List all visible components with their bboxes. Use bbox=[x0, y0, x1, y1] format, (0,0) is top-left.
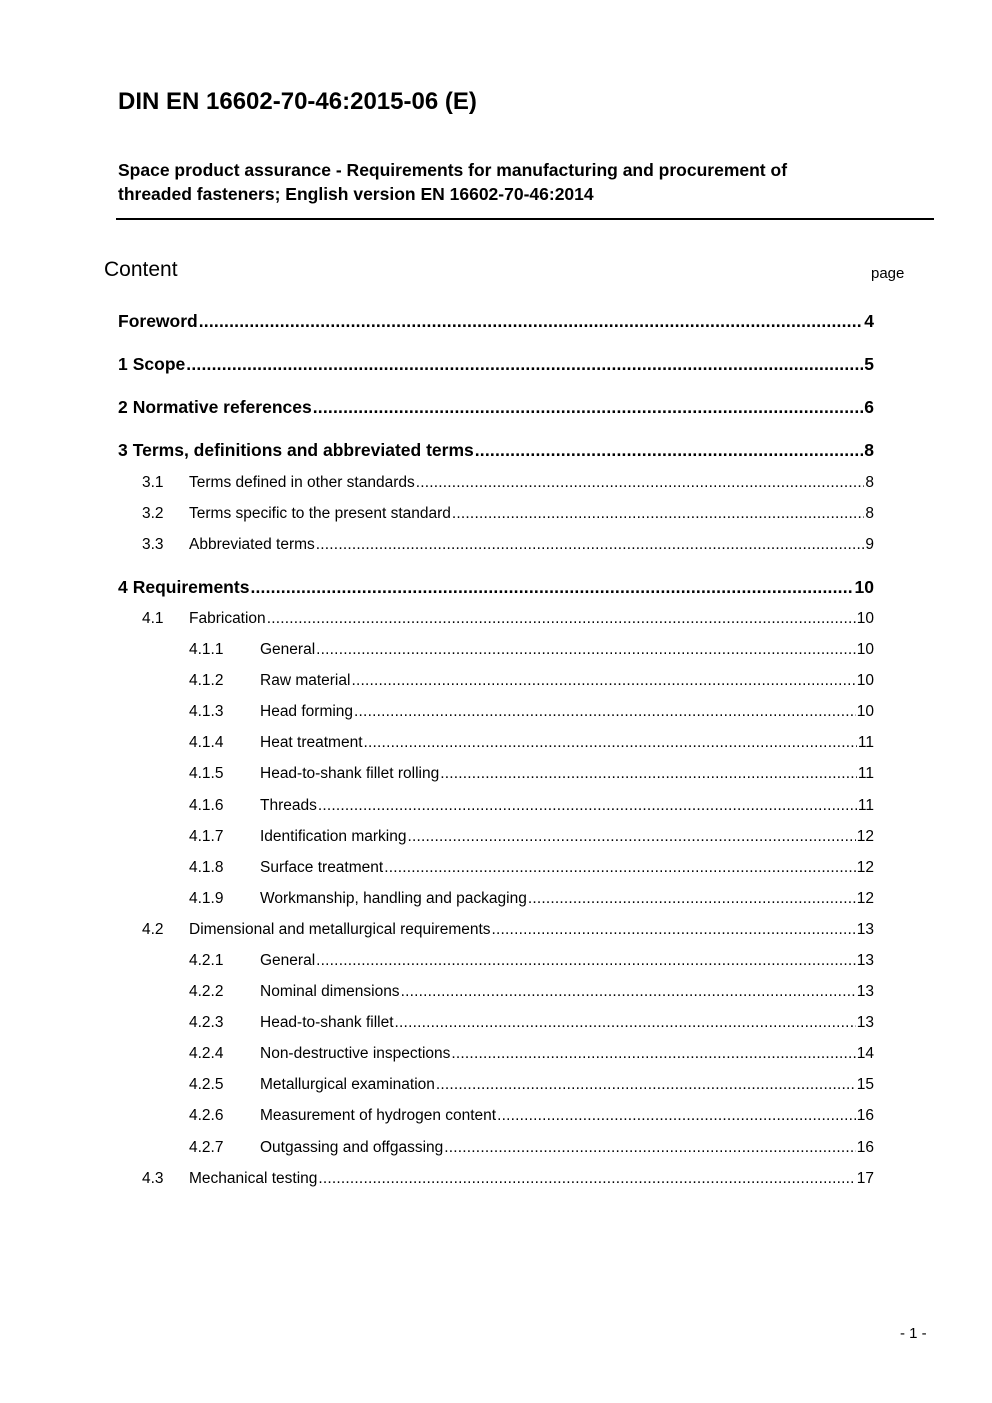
toc-entry-label: Mechanical testing bbox=[189, 1170, 318, 1187]
toc-entry-number: 4.3 bbox=[142, 1170, 164, 1187]
toc-leader-dots bbox=[313, 397, 864, 418]
toc-entry-number: 3 bbox=[118, 440, 128, 460]
toc-entry-label: Foreword bbox=[118, 311, 198, 331]
toc-entry-label: Head-to-shank fillet bbox=[260, 1014, 394, 1031]
toc-entry-page: 10 bbox=[856, 641, 874, 658]
toc-entry-label: Normative references bbox=[132, 397, 312, 417]
toc-entry-4-2-2[interactable] bbox=[189, 983, 874, 1001]
toc-entry-page: 12 bbox=[856, 859, 874, 876]
toc-leader-dots bbox=[436, 1076, 856, 1094]
toc-entry-4-1-1[interactable] bbox=[189, 641, 874, 659]
toc-entry-4-1-4[interactable] bbox=[189, 734, 874, 752]
toc-entry-label: Workmanship, handling and packaging bbox=[260, 890, 527, 907]
toc-entry-3-1[interactable] bbox=[142, 474, 874, 492]
toc-entry-page: 10 bbox=[856, 672, 874, 689]
toc-entry-page: 13 bbox=[856, 952, 874, 969]
toc-entry-number: 4.1 bbox=[142, 610, 164, 627]
toc-entry-number: 3.3 bbox=[142, 536, 164, 553]
toc-entry-4-1-7[interactable] bbox=[189, 828, 874, 846]
toc-entry-4-3[interactable] bbox=[142, 1170, 874, 1188]
toc-entry-label: Nominal dimensions bbox=[260, 983, 400, 1000]
toc-entry-label: Dimensional and metallurgical requirements bbox=[189, 921, 491, 938]
toc-leader-dots bbox=[497, 1107, 856, 1125]
toc-entry-page: 10 bbox=[856, 703, 874, 720]
toc-entry-page: 11 bbox=[857, 765, 874, 782]
toc-entry-label: Surface treatment bbox=[260, 859, 384, 876]
document-subtitle: Space product assurance - Requirements for manufacturing and procurement of threaded fasteners; English version EN 16602-70-46:2014 bbox=[118, 160, 788, 204]
toc-entry-4-2-4[interactable] bbox=[189, 1045, 874, 1063]
toc-entry-number: 4.1.9 bbox=[189, 890, 224, 907]
toc-leader-dots bbox=[440, 765, 857, 783]
toc-entry-label: Raw material bbox=[260, 672, 351, 689]
toc-leader-dots bbox=[475, 440, 864, 461]
toc-entry-number: 4.2.3 bbox=[189, 1014, 224, 1031]
toc-entry-label: Head-to-shank fillet rolling bbox=[260, 765, 440, 782]
toc-entry-page: 14 bbox=[856, 1045, 874, 1062]
toc-leader-dots bbox=[316, 641, 856, 659]
toc-leader-dots bbox=[416, 474, 865, 492]
toc-entry-page: 16 bbox=[856, 1139, 874, 1156]
toc-entry-label: Threads bbox=[260, 797, 317, 814]
toc-leader-dots bbox=[364, 734, 857, 752]
toc-entry-number: 4.2.4 bbox=[189, 1045, 224, 1062]
toc-entry-page: 13 bbox=[856, 921, 874, 938]
toc-entry-number: 4.2.2 bbox=[189, 983, 224, 1000]
toc-leader-dots bbox=[316, 536, 865, 554]
toc-entry-number: 4.1.5 bbox=[189, 765, 224, 782]
toc-entry-3-3[interactable] bbox=[142, 536, 874, 554]
toc-entry-page: 13 bbox=[856, 1014, 874, 1031]
toc-entry-label: Abbreviated terms bbox=[189, 536, 315, 553]
toc-leader-dots bbox=[395, 1014, 856, 1032]
toc-entry-4-2[interactable] bbox=[142, 921, 874, 939]
toc-leader-dots bbox=[407, 828, 855, 846]
toc-page-column-label: page bbox=[871, 265, 905, 282]
toc-entry-number: 3.1 bbox=[142, 474, 164, 491]
toc-entry-number: 4.1.2 bbox=[189, 672, 224, 689]
page-number: - 1 - bbox=[900, 1325, 927, 1342]
toc-entry-4-2-6[interactable] bbox=[189, 1107, 874, 1125]
toc-entry-number: 4.2.6 bbox=[189, 1107, 224, 1124]
toc-entry-page: 9 bbox=[865, 536, 874, 553]
toc-entry-page: 11 bbox=[857, 797, 874, 814]
toc-entry-label: Terms, definitions and abbreviated terms bbox=[132, 440, 474, 460]
toc-entry-label: Head forming bbox=[260, 703, 354, 720]
toc-entry-4-1-5[interactable] bbox=[189, 765, 874, 783]
toc-entry-number: 4.1.6 bbox=[189, 797, 224, 814]
toc-entry-label: Identification marking bbox=[260, 828, 407, 845]
toc-entry-number: 4.2.5 bbox=[189, 1076, 224, 1093]
toc-leader-dots bbox=[528, 890, 856, 908]
toc-entry-page: 12 bbox=[856, 828, 874, 845]
toc-entry-page: 8 bbox=[864, 440, 874, 460]
toc-entry-4-1-3[interactable] bbox=[189, 703, 874, 721]
toc-entry-4-2-7[interactable] bbox=[189, 1139, 874, 1157]
toc-entry-label: Heat treatment bbox=[260, 734, 363, 751]
toc-leader-dots bbox=[452, 505, 864, 523]
toc-leader-dots bbox=[384, 859, 856, 877]
toc-entry-page: 16 bbox=[856, 1107, 874, 1124]
toc-entry-number: 4.1.8 bbox=[189, 859, 224, 876]
toc-entry-3-2[interactable] bbox=[142, 505, 874, 523]
toc-entry-4-2-3[interactable] bbox=[189, 1014, 874, 1032]
toc-entry-number: 3.2 bbox=[142, 505, 164, 522]
toc-leader-dots bbox=[354, 703, 856, 721]
toc-entry-number: 2 bbox=[118, 397, 128, 417]
toc-entry-page: 11 bbox=[857, 734, 874, 751]
toc-entry-4-1-2[interactable] bbox=[189, 672, 874, 690]
toc-entry-page: 6 bbox=[864, 397, 874, 417]
toc-leader-dots bbox=[267, 610, 856, 628]
toc-entry-label: Metallurgical examination bbox=[260, 1076, 435, 1093]
toc-entry-page: 4 bbox=[864, 311, 874, 331]
toc-leader-dots bbox=[401, 983, 856, 1001]
toc-entry-number: 4 bbox=[118, 577, 128, 597]
toc-leader-dots bbox=[451, 1045, 855, 1063]
toc-entry-1[interactable] bbox=[118, 354, 874, 375]
toc-leader-dots bbox=[199, 311, 864, 332]
toc-leader-dots bbox=[492, 921, 856, 939]
toc-entry-label: Terms defined in other standards bbox=[189, 474, 415, 491]
toc-entry-label: Fabrication bbox=[189, 610, 266, 627]
toc-entry-page: 8 bbox=[865, 505, 874, 522]
toc-entry-label: Non-destructive inspections bbox=[260, 1045, 451, 1062]
toc-entry-page: 13 bbox=[856, 983, 874, 1000]
toc-entry-page: 8 bbox=[865, 474, 874, 491]
toc-entry-number: 4.2.1 bbox=[189, 952, 224, 969]
toc-entry-label: General bbox=[260, 641, 316, 658]
toc-entry-4-2-5[interactable] bbox=[189, 1076, 874, 1094]
toc-entry-number: 4.1.7 bbox=[189, 828, 224, 845]
toc-entry-page: 10 bbox=[856, 610, 874, 627]
toc-leader-dots bbox=[351, 672, 855, 690]
toc-entry-label: Outgassing and offgassing bbox=[260, 1139, 444, 1156]
toc-entry-4-1[interactable] bbox=[142, 610, 874, 628]
toc-entry-number: 4.1.4 bbox=[189, 734, 224, 751]
document-title: DIN EN 16602-70-46:2015-06 (E) bbox=[118, 88, 477, 115]
toc-entry-2[interactable] bbox=[118, 397, 874, 418]
toc-entry-label: Scope bbox=[132, 354, 186, 374]
toc-entry-4-1-9[interactable] bbox=[189, 890, 874, 908]
toc-entry-label: Requirements bbox=[132, 577, 250, 597]
toc-entry-page: 12 bbox=[856, 890, 874, 907]
toc-leader-dots bbox=[318, 797, 857, 815]
toc-entry-number: 4.2 bbox=[142, 921, 164, 938]
toc-entry-label: Terms specific to the present standard bbox=[189, 505, 451, 522]
toc-entry-number: 1 bbox=[118, 354, 128, 374]
toc-entry-page: 15 bbox=[856, 1076, 874, 1093]
toc-leader-dots bbox=[316, 952, 856, 970]
toc-entry-4[interactable] bbox=[118, 577, 874, 598]
toc-leader-dots bbox=[250, 577, 853, 598]
toc-entry-number: 4.2.7 bbox=[189, 1139, 224, 1156]
toc-entry-page: 17 bbox=[856, 1170, 874, 1187]
toc-entry-foreword[interactable] bbox=[118, 311, 874, 332]
toc-entry-number: 4.1.3 bbox=[189, 703, 224, 720]
toc-entry-label: General bbox=[260, 952, 316, 969]
toc-entry-4-2-1[interactable] bbox=[189, 952, 874, 970]
toc-entry-4-1-6[interactable] bbox=[189, 797, 874, 815]
toc-entry-3[interactable] bbox=[118, 440, 874, 461]
toc-leader-dots bbox=[444, 1139, 855, 1157]
toc-leader-dots bbox=[318, 1170, 855, 1188]
toc-entry-number: 4.1.1 bbox=[189, 641, 224, 658]
toc-leader-dots bbox=[186, 354, 863, 375]
toc-entry-page: 10 bbox=[854, 577, 874, 597]
toc-entry-label: Measurement of hydrogen content bbox=[260, 1107, 497, 1124]
toc-heading: Content bbox=[104, 258, 178, 281]
toc-entry-4-1-8[interactable] bbox=[189, 859, 874, 877]
toc-entry-page: 5 bbox=[864, 354, 874, 374]
